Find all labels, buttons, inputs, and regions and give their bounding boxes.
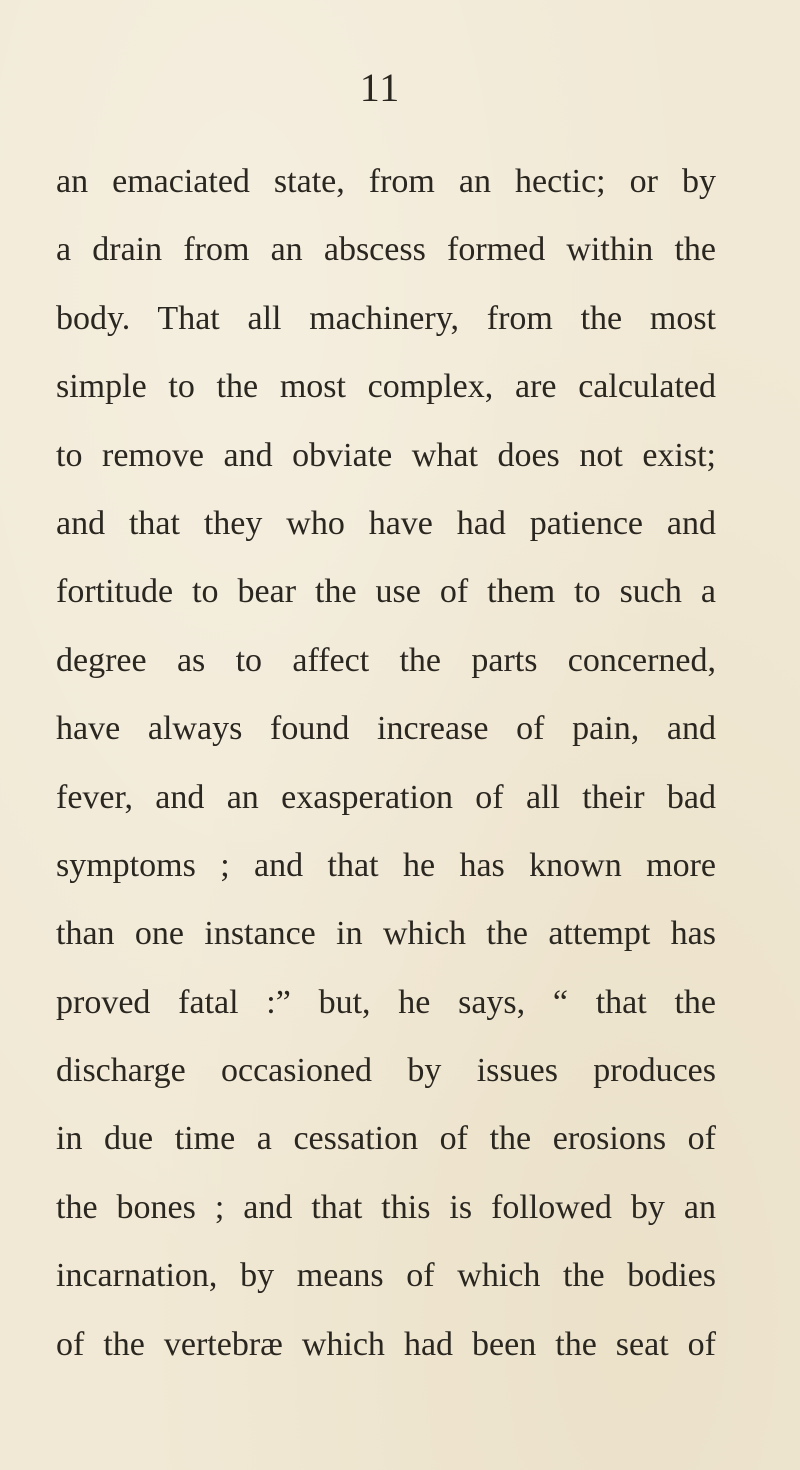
page-number: 11 (359, 65, 401, 110)
body-text (56, 148, 716, 1379)
text-line: to remove and obviate what does not exist; (56, 436, 716, 474)
text-line: and that they who have had patience and (56, 504, 716, 542)
text-line: an emaciated state, from an hectic; or by (56, 163, 716, 200)
text-line: fever, and an exasperation of all their bad (56, 778, 716, 816)
text-line: than one instance in which the attempt has (56, 915, 716, 953)
text-line: degree as to affect the parts concerned, (56, 641, 716, 679)
text-line: incarnation, by means of which the bodies (56, 1257, 716, 1295)
text-line: body. That all machinery, from the most (56, 299, 716, 337)
text-line: a drain from an abscess formed within the (56, 231, 716, 269)
text-line: of the vertebræ which had been the seat of (56, 1325, 716, 1363)
text-line: the bones ; and that this is followed by an (56, 1188, 716, 1226)
text-line: symptoms ; and that he has known more (56, 846, 716, 884)
text-line: simple to the most complex, are calculated (56, 368, 716, 406)
text-line: discharge occasioned by issues produces (56, 1052, 716, 1090)
text-line: proved fatal :” but, he says, “ that the (56, 983, 716, 1021)
text-line: fortitude to bear the use of them to such a (56, 573, 716, 611)
text-line: have always found increase of pain, and (56, 710, 716, 748)
text-line: in due time a cessation of the erosions of (56, 1120, 716, 1158)
